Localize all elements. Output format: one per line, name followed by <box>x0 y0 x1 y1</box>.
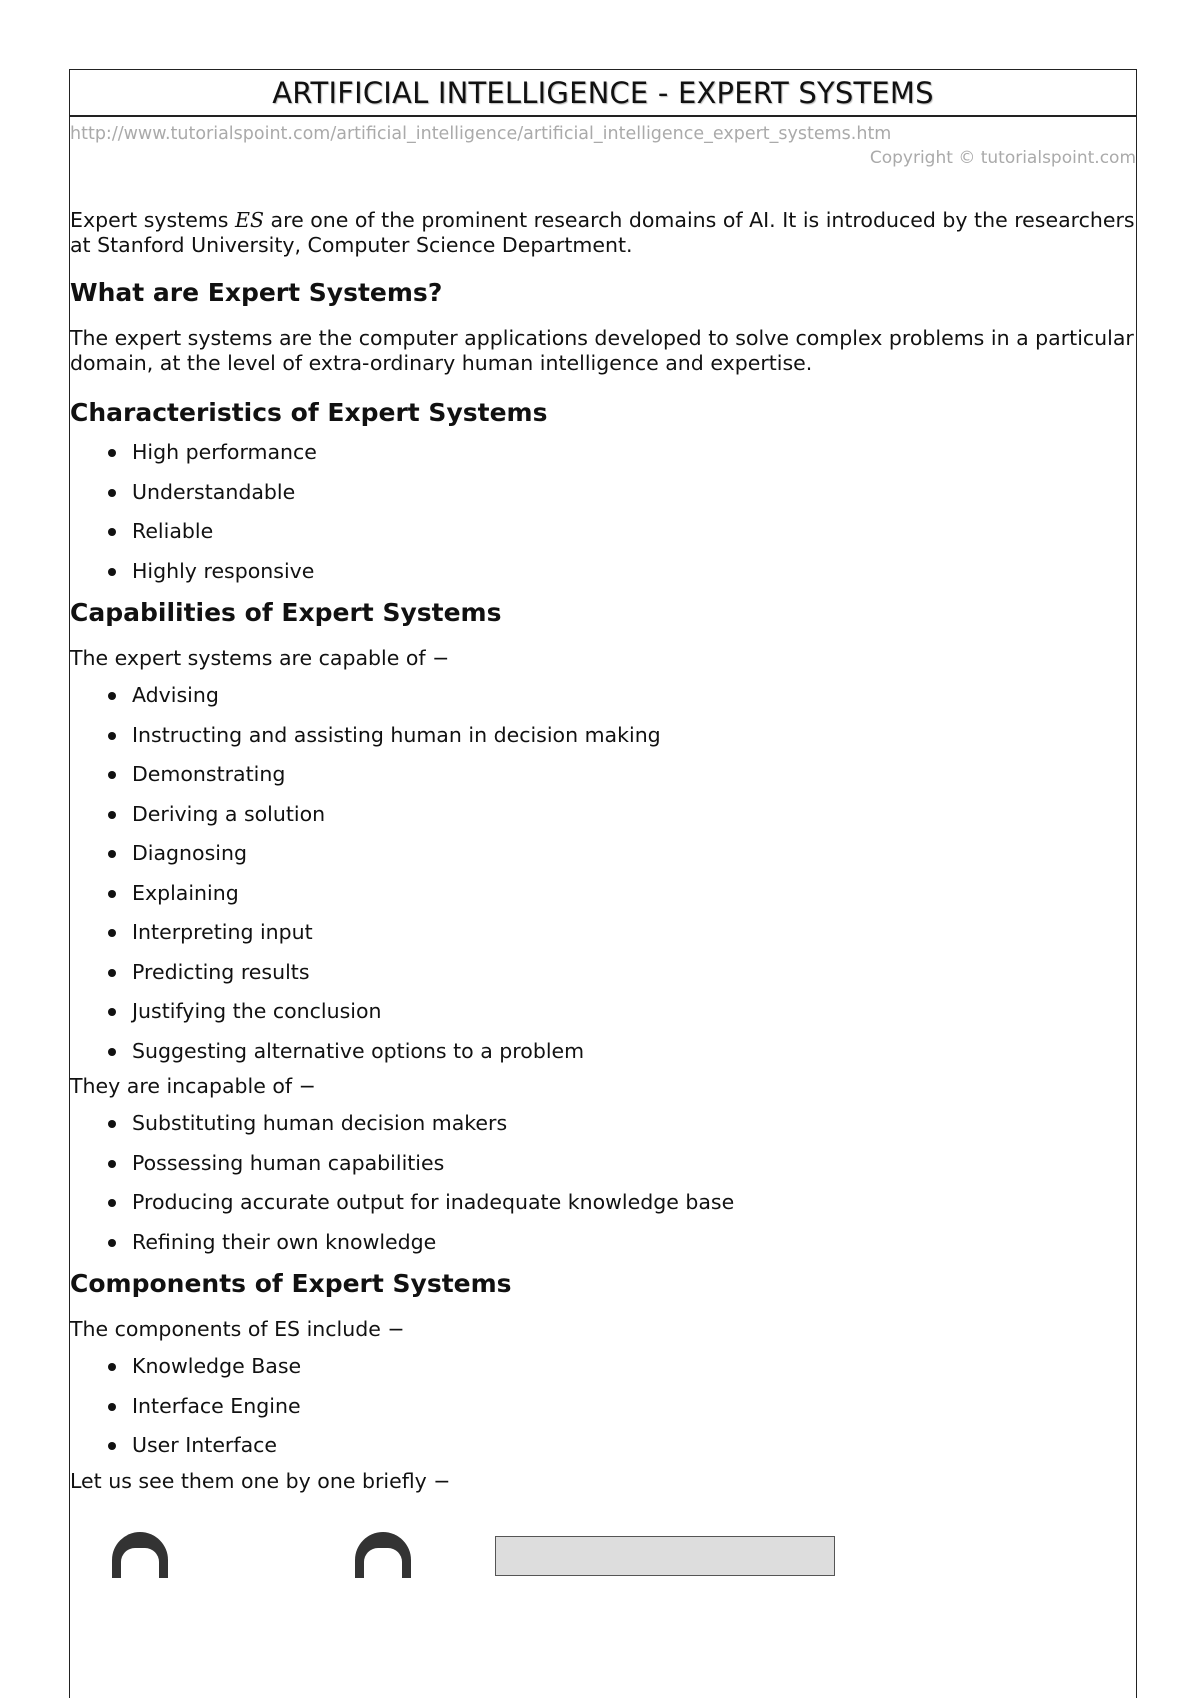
intro-text-start: Expert systems <box>70 208 236 232</box>
components-intro: The components of ES include − <box>70 1317 405 1341</box>
list-item <box>70 1230 1136 1270</box>
list-item <box>70 841 1136 881</box>
list-item-text: Justifying the conclusion <box>132 999 382 1023</box>
bullet-icon <box>108 850 116 858</box>
bullet-icon <box>108 929 116 937</box>
document-page <box>69 69 1137 1698</box>
intro-paragraph <box>70 208 1136 258</box>
list-item <box>70 802 1136 842</box>
face-shape <box>364 1548 402 1580</box>
list-item-text: High performance <box>132 440 317 464</box>
bullet-icon <box>108 1160 116 1168</box>
list-item-text: Suggesting alternative options to a problem <box>132 1038 585 1063</box>
list-item <box>70 1039 1136 1079</box>
bullet-icon <box>108 811 116 819</box>
bullet-icon <box>108 1199 116 1207</box>
bullet-icon <box>108 1239 116 1247</box>
bullet-icon <box>108 489 116 497</box>
source-url[interactable]: http://www.tutorialspoint.com/artificial_intelligence/artificial_intelligence_expert_systems.htm <box>70 124 892 144</box>
list-item <box>70 1190 1136 1230</box>
bullet-icon <box>108 692 116 700</box>
list-item <box>70 1433 1136 1473</box>
intro-text-end: are one of the prominent research domains of AI. It is introduced by the researchers at Stanford University, Computer Science Department. <box>70 208 1135 257</box>
list-item-text: Instructing and assisting human in decision making <box>132 722 661 747</box>
user-avatar-icon <box>112 1532 168 1578</box>
list-item <box>70 1394 1136 1434</box>
list-item-text: Reliable <box>132 519 214 543</box>
bullet-icon <box>108 732 116 740</box>
bullet-icon <box>108 1008 116 1016</box>
list-item <box>70 1354 1136 1394</box>
list-item-text: Predicting results <box>132 959 310 984</box>
bullet-icon <box>108 1048 116 1056</box>
components-outro: Let us see them one by one briefly − <box>70 1468 451 1493</box>
heading-capabilities: Capabilities of Expert Systems <box>70 598 502 627</box>
bullet-icon <box>108 771 116 779</box>
copyright-notice: Copyright © tutorialspoint.com <box>869 148 1136 168</box>
characteristics-list <box>70 440 1136 598</box>
list-item <box>70 480 1136 520</box>
capable-list <box>70 683 1136 1078</box>
list-item <box>70 999 1136 1039</box>
bullet-icon <box>108 449 116 457</box>
list-item <box>70 960 1136 1000</box>
components-diagram <box>70 1522 1136 1582</box>
list-item <box>70 1111 1136 1151</box>
bullet-icon <box>108 1120 116 1128</box>
what-paragraph: The expert systems are the computer applications developed to solve complex problems in a particular domain, at the level of extra-ordinary human intelligence and expertise. <box>70 326 1134 375</box>
list-item <box>70 559 1136 599</box>
bullet-icon <box>108 568 116 576</box>
list-item-text: Interface Engine <box>132 1393 301 1418</box>
diagram-box <box>495 1536 835 1576</box>
list-item-text: Advising <box>132 683 219 707</box>
face-shape <box>121 1548 159 1580</box>
list-item-text: Refining their own knowledge <box>132 1229 437 1254</box>
list-item <box>70 519 1136 559</box>
heading-components: Components of Expert Systems <box>70 1269 512 1298</box>
heading-characteristics: Characteristics of Expert Systems <box>70 398 548 427</box>
bullet-icon <box>108 890 116 898</box>
list-item-text: Producing accurate output for inadequate knowledge base <box>132 1190 735 1214</box>
bullet-icon <box>108 1442 116 1450</box>
list-item-text: Interpreting input <box>132 920 313 944</box>
expert-avatar-icon <box>355 1532 411 1578</box>
bullet-icon <box>108 1403 116 1411</box>
es-abbreviation: ES <box>235 208 265 232</box>
list-item-text: Possessing human capabilities <box>132 1150 445 1175</box>
title-bar <box>70 70 1136 117</box>
list-item-text: Demonstrating <box>132 762 286 786</box>
bullet-icon <box>108 1363 116 1371</box>
list-item-text: Substituting human decision makers <box>132 1111 508 1135</box>
list-item <box>70 920 1136 960</box>
list-item <box>70 762 1136 802</box>
article-body <box>70 208 1136 1582</box>
list-item <box>70 881 1136 921</box>
list-item-text: Highly responsive <box>132 558 315 583</box>
incapable-list <box>70 1111 1136 1269</box>
capable-intro: The expert systems are capable of − <box>70 646 450 670</box>
bullet-icon <box>108 969 116 977</box>
list-item-text: Explaining <box>132 880 239 905</box>
list-item-text: Knowledge Base <box>132 1354 302 1378</box>
list-item <box>70 683 1136 723</box>
list-item-text: Understandable <box>132 479 296 504</box>
list-item-text: User Interface <box>132 1433 278 1457</box>
list-item <box>70 440 1136 480</box>
document-title: ARTIFICIAL INTELLIGENCE - EXPERT SYSTEMS <box>272 75 934 110</box>
list-item <box>70 1151 1136 1191</box>
bullet-icon <box>108 528 116 536</box>
components-list <box>70 1354 1136 1473</box>
heading-what-are-expert-systems: What are Expert Systems? <box>70 278 443 307</box>
list-item-text: Deriving a solution <box>132 801 326 826</box>
list-item-text: Diagnosing <box>132 841 247 865</box>
list-item <box>70 723 1136 763</box>
incapable-intro: They are incapable of − <box>70 1074 316 1098</box>
